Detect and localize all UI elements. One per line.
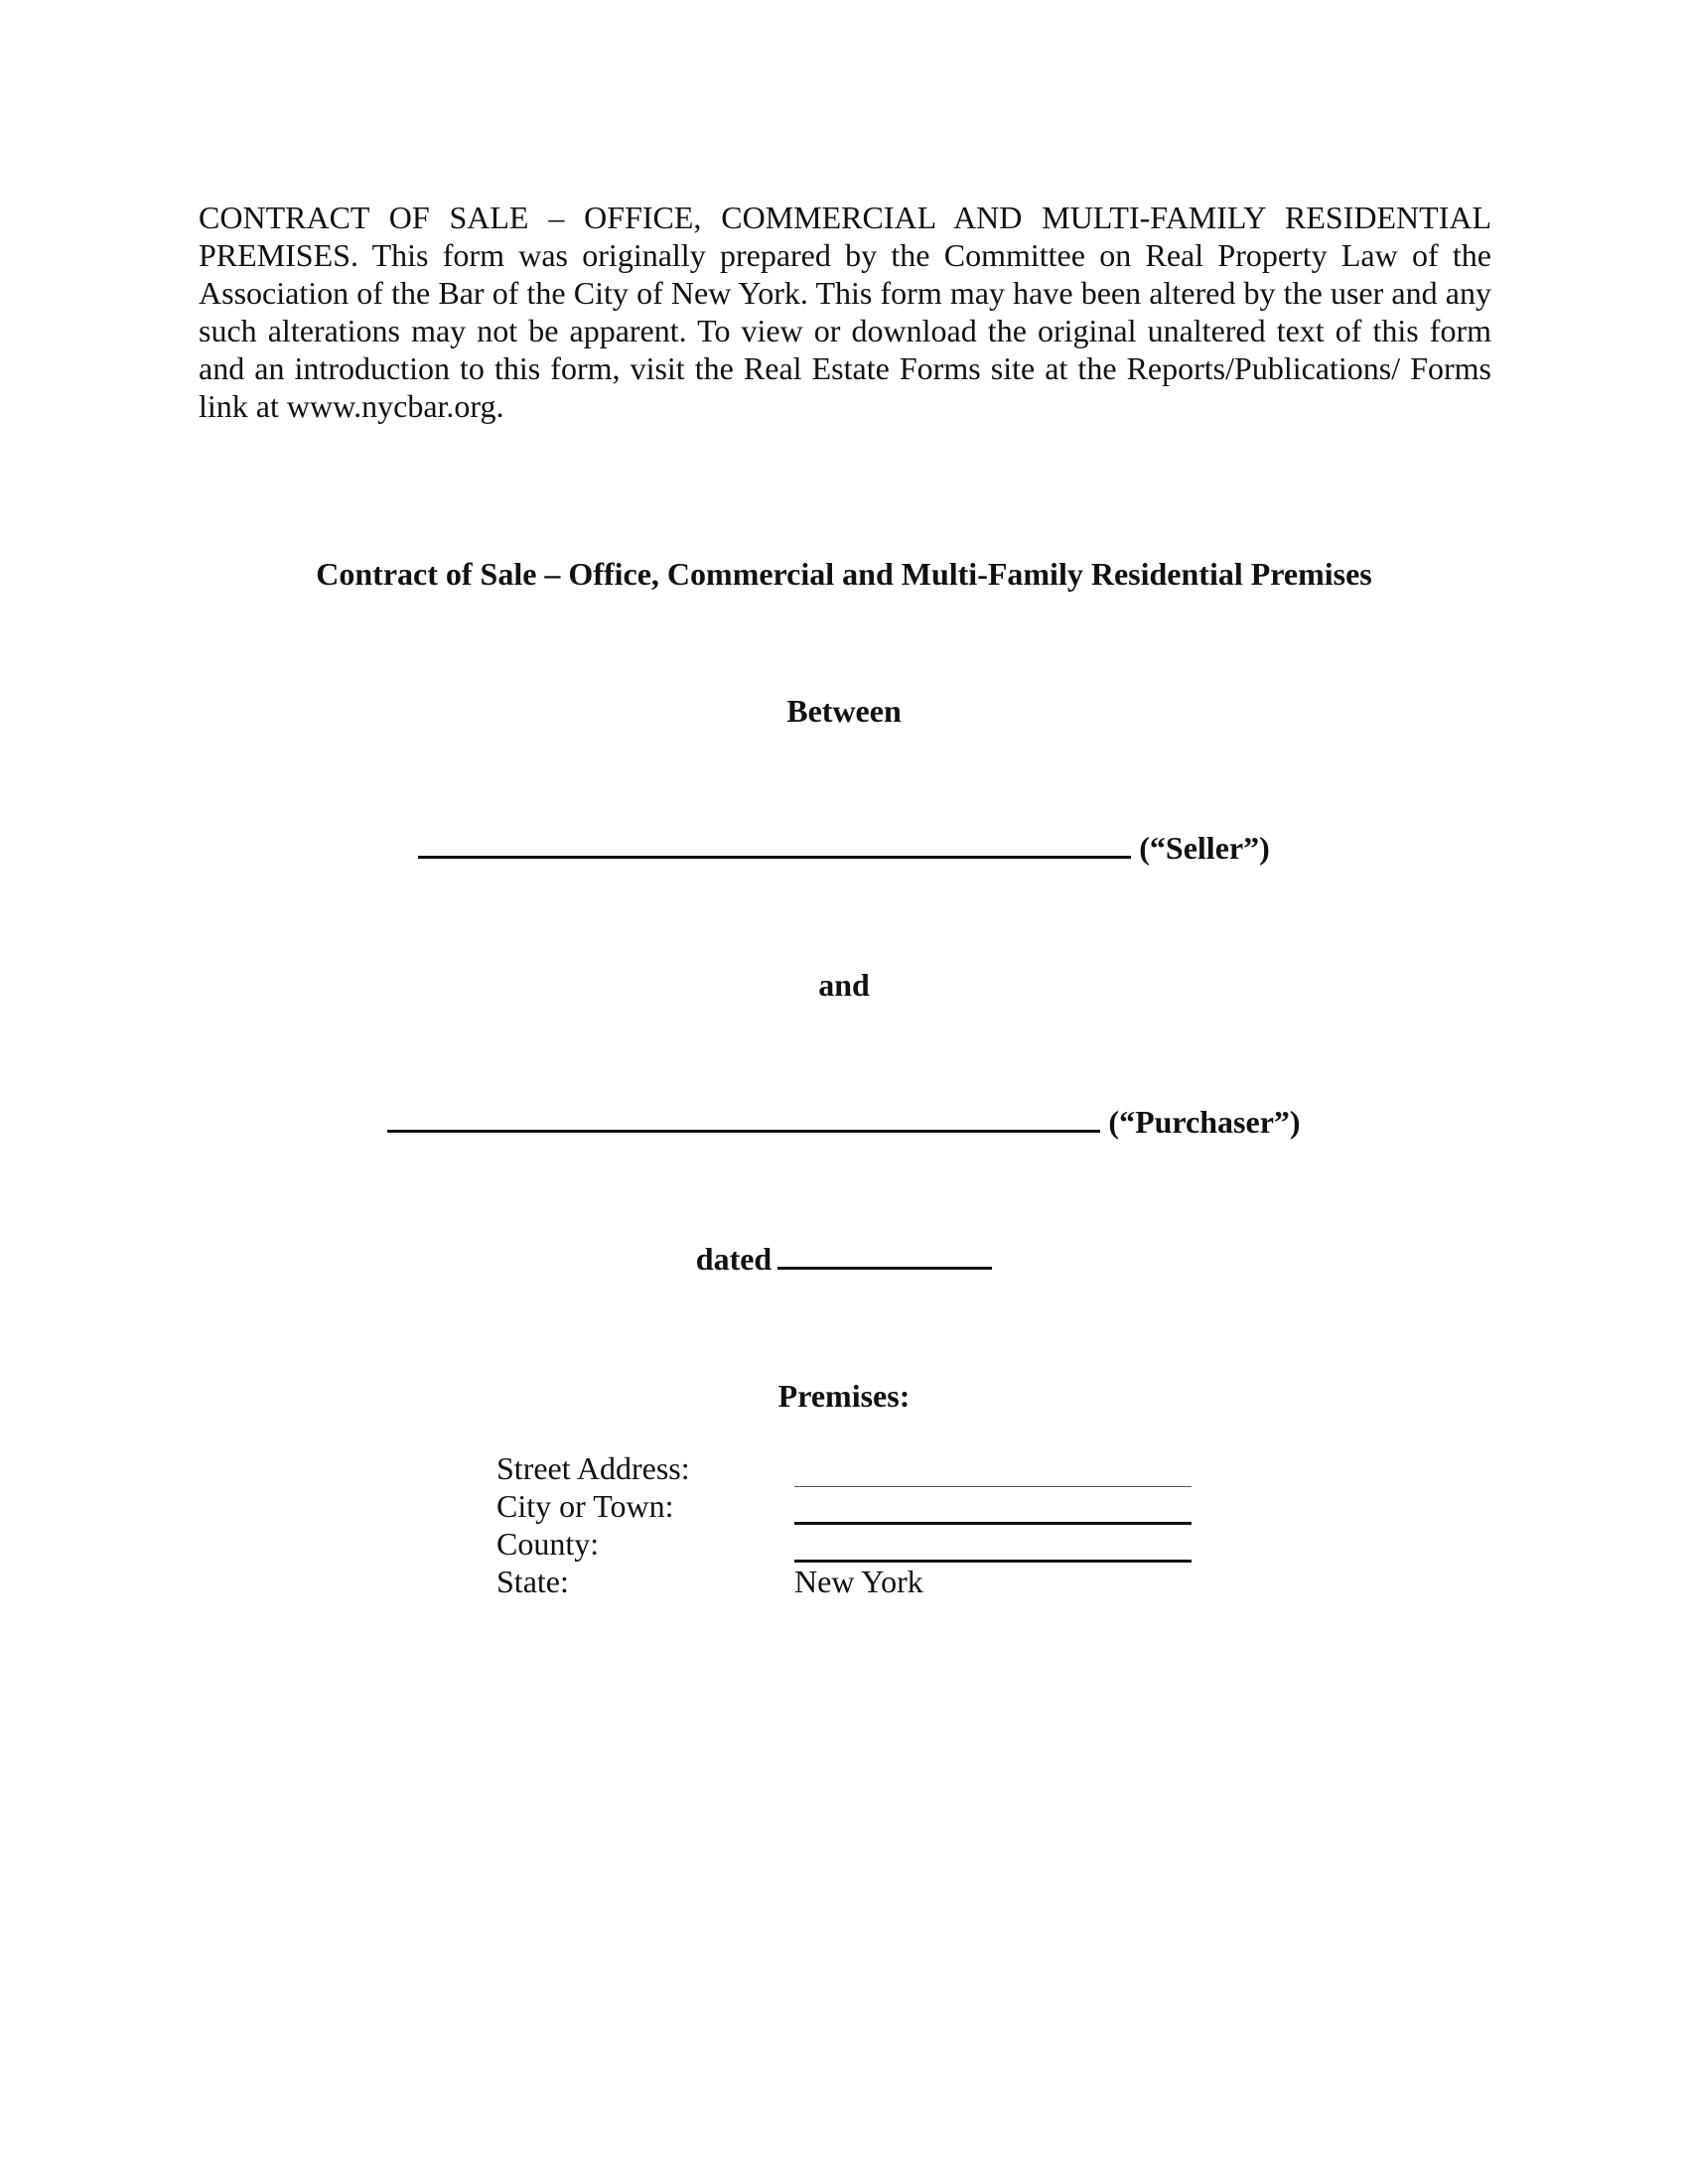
county-field[interactable]	[794, 1532, 1192, 1563]
county-label: County:	[496, 1526, 600, 1562]
premises-row-city	[496, 1487, 1192, 1525]
state-label: State:	[496, 1564, 569, 1599]
city-or-town-label: City or Town:	[496, 1488, 674, 1524]
purchaser-label: (“Purchaser”)	[1108, 1104, 1301, 1140]
seller-name-field[interactable]	[418, 828, 1131, 859]
and-label: and	[818, 967, 870, 1003]
premises-row-street	[496, 1449, 1192, 1487]
seller-label: (“Seller”)	[1139, 830, 1270, 866]
state-value: New York	[794, 1564, 923, 1599]
street-address-field[interactable]	[794, 1458, 1192, 1487]
premises-heading: Premises:	[777, 1378, 911, 1414]
between-label: Between	[786, 693, 902, 729]
premises-row-state	[496, 1563, 1192, 1600]
form-notice-paragraph: CONTRACT OF SALE – OFFICE, COMMERCIAL AND MULTI-FAMILY RESIDENTIAL PREMISES. This form was originally prepared by the Committee on Real Property Law of the Association of the Bar of the City of New York. This form may have been altered by the user and any such alterations may not be apparent. To view or download the original unaltered text of this form and an introduction to this form, visit the Real Estate Forms site at the Reports/Publications/ Forms link at www.nycbar.org.	[199, 200, 1491, 424]
date-field[interactable]	[777, 1239, 992, 1270]
dated-label: dated	[695, 1241, 773, 1277]
document-title: Contract of Sale – Office, Commercial and Multi-Family Residential Premises	[316, 556, 1372, 592]
premises-row-county	[496, 1525, 1192, 1563]
purchaser-line	[0, 1102, 1688, 1142]
premises-table	[496, 1449, 1192, 1600]
seller-line	[0, 828, 1688, 868]
purchaser-name-field[interactable]	[387, 1102, 1100, 1133]
dated-line	[0, 1239, 1688, 1279]
street-address-label: Street Address:	[496, 1450, 690, 1486]
city-or-town-field[interactable]	[794, 1494, 1192, 1525]
